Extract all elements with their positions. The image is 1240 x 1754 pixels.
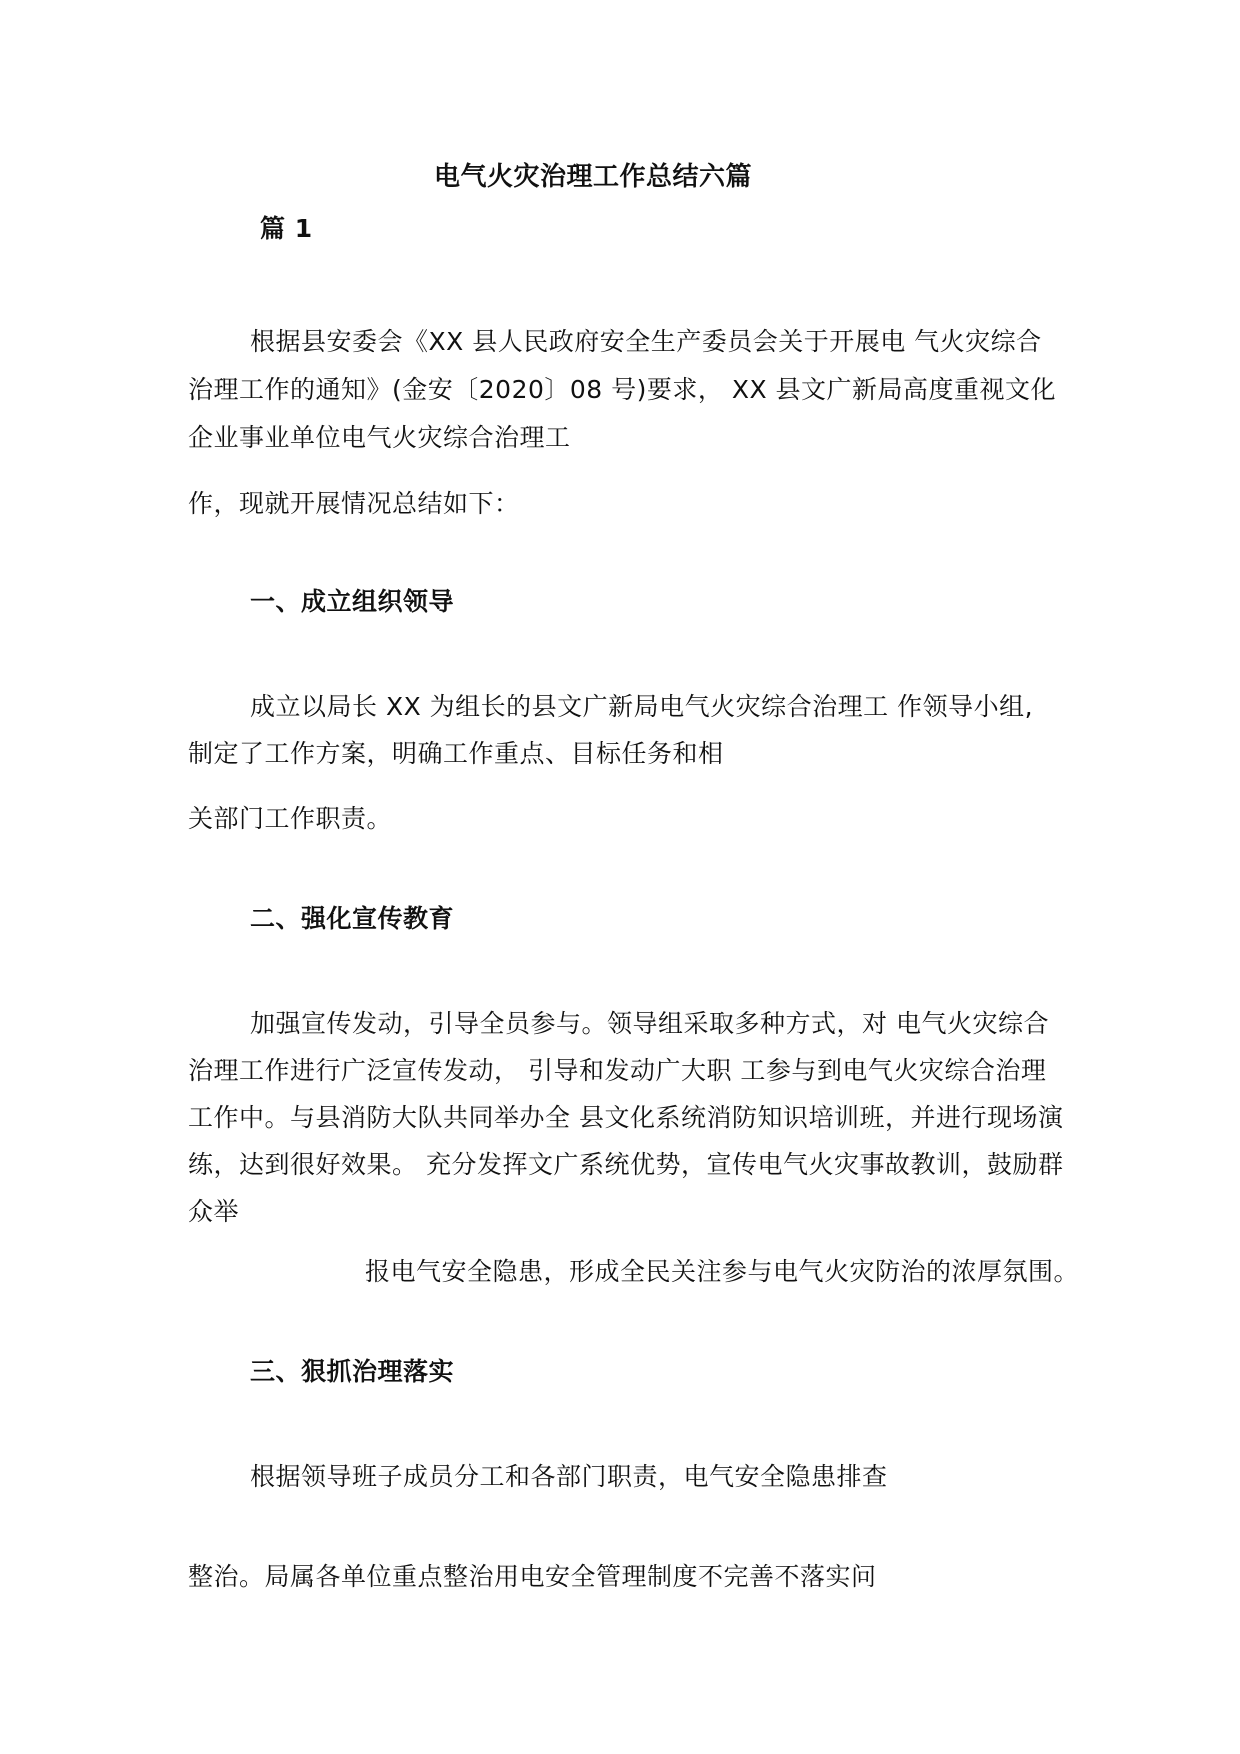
paragraph-line: 治理工作的通知》(金安〔2020〕08 号)要求， XX 县文广新局高度重视文化 [188, 375, 1057, 404]
paragraph-line: 整治。局属各单位重点整治用电安全管理制度不完善不落实问 [188, 1562, 877, 1591]
paragraph-line: 企业事业单位电气火灾综合治理工 [188, 423, 571, 452]
paragraph-line: 成立以局长 XX 为组长的县文广新局电气火灾综合治理工 作领导小组, [250, 692, 1034, 721]
paragraph-line: 根据领导班子成员分工和各部门职责，电气安全隐患排查 [250, 1462, 888, 1491]
paragraph-line: 治理工作进行广泛宣传发动， 引导和发动广大职 工参与到电气火灾综合治理 [188, 1056, 1047, 1085]
paragraph-line: 工作中。与县消防大队共同举办全 县文化系统消防知识培训班，并进行现场演 [188, 1103, 1064, 1132]
section-heading: 三、狠抓治理落实 [250, 1357, 455, 1386]
paragraph-line: 众举 [188, 1197, 240, 1226]
paragraph-line: 报电气安全隐患，形成全民关注参与电气火灾防治的浓厚氛围。 [365, 1257, 1080, 1286]
document-title: 电气火灾治理工作总结六篇 [434, 162, 753, 192]
section-heading: 二、强化宣传教育 [250, 904, 455, 933]
section-heading: 一、成立组织领导 [250, 587, 455, 616]
part-label: 篇 1 [260, 214, 313, 243]
paragraph-line: 加强宣传发动，引导全员参与。领导组采取多种方式，对 电气火灾综合 [250, 1009, 1049, 1038]
paragraph-line: 作，现就开展情况总结如下： [188, 489, 520, 518]
paragraph-line: 根据县安委会《XX 县人民政府安全生产委员会关于开展电 气火灾综合 [250, 327, 1042, 356]
paragraph-line: 关部门工作职责。 [188, 804, 393, 833]
paragraph-line: 制定了工作方案，明确工作重点、目标任务和相 [188, 739, 724, 768]
paragraph-line: 练，达到很好效果。 充分发挥文广系统优势，宣传电气火灾事故教训，鼓励群 [188, 1150, 1064, 1179]
